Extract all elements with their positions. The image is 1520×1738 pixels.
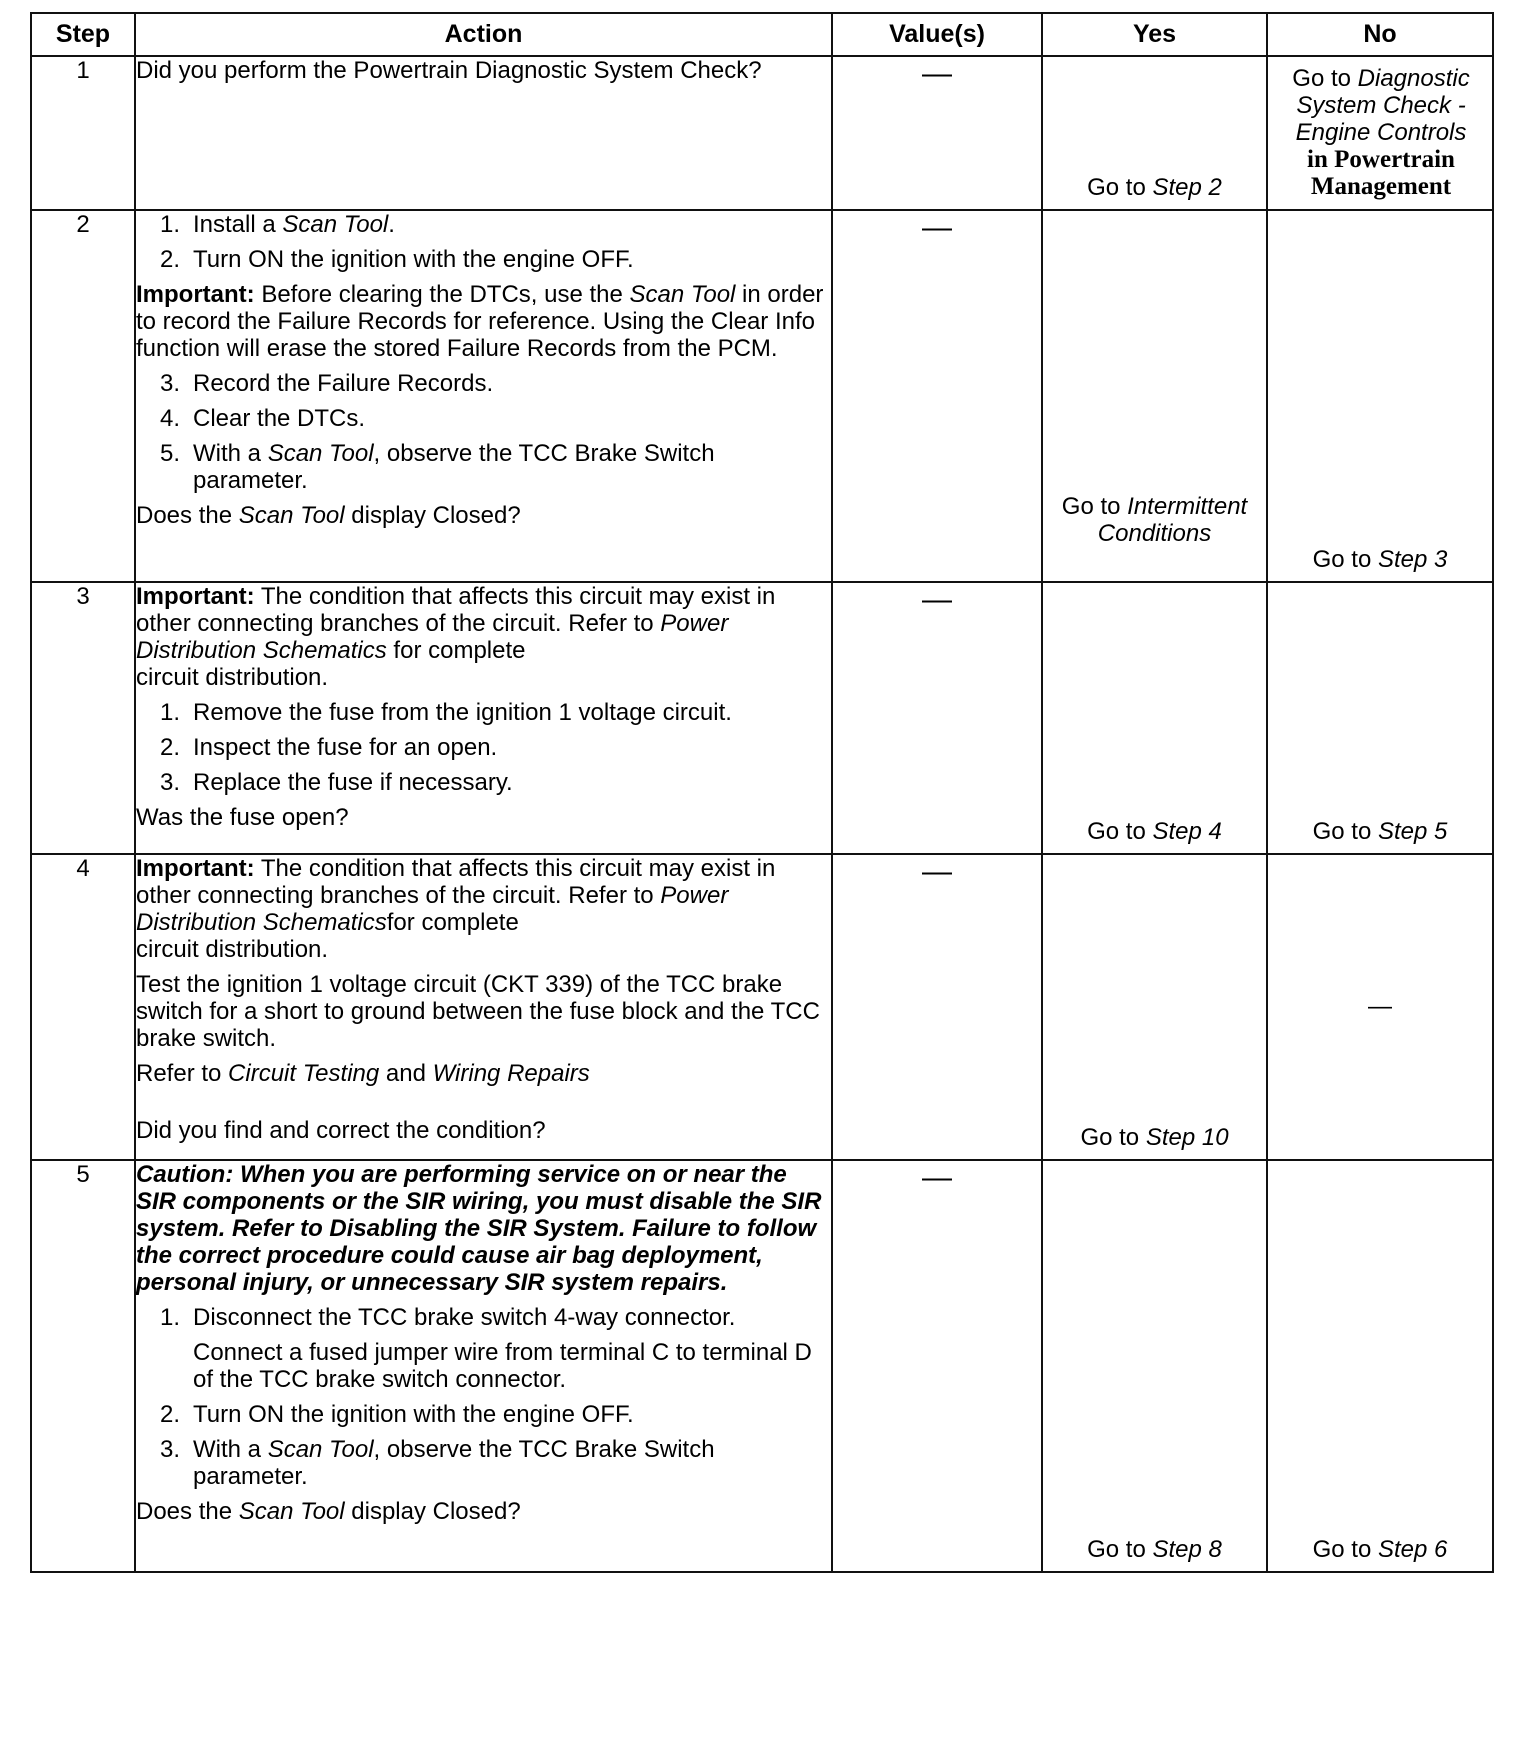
no-link[interactable]: Go to Step 3 (1312, 546, 1448, 573)
important-note: Important: The condition that affects this circuit may exist in other connecting branches of the circuit. Refer to Power Distribution Schematicsfor complete circuit distribution. (136, 855, 776, 963)
header-action: Action (135, 13, 832, 56)
question-text: Did you perform the Powertrain Diagnostic System Check? (136, 57, 762, 84)
yes-cell (1042, 56, 1267, 210)
procedure-list (136, 370, 831, 494)
no-cell (1267, 210, 1493, 582)
yes-cell (1042, 582, 1267, 854)
action-cell (135, 56, 832, 210)
header-row (31, 13, 1493, 56)
list-item: 5. With a Scan Tool, observe the TCC Brake Switch parameter. (160, 440, 715, 494)
important-note: Important: Before clearing the DTCs, use the Scan Tool in order to record the Failure Records for reference. Using the Clear Info function will erase the stored Failure Records from the PCM. (136, 281, 824, 362)
no-cell (1267, 56, 1493, 210)
question-text: Does the Scan Tool display Closed? (136, 1498, 521, 1525)
list-item: 3. Replace the fuse if necessary. (160, 769, 513, 796)
list-item: 1. Install a Scan Tool. (160, 211, 395, 238)
procedure-list (136, 211, 831, 273)
header-values: Value(s) (832, 13, 1042, 56)
value-cell: — (832, 1160, 1042, 1572)
list-item: 1. Remove the fuse from the ignition 1 voltage circuit. (160, 699, 732, 726)
no-link[interactable]: Go to Diagnostic System Check - Engine Controls in Powertrain Management (1292, 65, 1470, 200)
table-row-step-1 (31, 56, 1493, 210)
no-link[interactable]: Go to Step 6 (1312, 1536, 1448, 1563)
no-cell (1267, 854, 1493, 1160)
step-number: 4 (31, 854, 135, 1160)
caution-note: Caution: When you are performing service on or near the SIR components or the SIR wiring, you must disable the SIR system. Refer to Disabling the SIR System. Failure to follow the correct procedure could cause air bag deployment, personal injury, or unnecessary SIR system repairs. (136, 1161, 822, 1296)
list-item-detail: Connect a fused jumper wire from terminal C to terminal D of the TCC brake switch connector. (193, 1339, 812, 1393)
list-item: 1. Disconnect the TCC brake switch 4-way connector. (160, 1304, 736, 1331)
value-cell: — (832, 854, 1042, 1160)
yes-link[interactable]: Go to Step 4 (1087, 818, 1222, 845)
table-row-step-5 (31, 1160, 1493, 1572)
header-yes: Yes (1042, 13, 1267, 56)
value-cell: — (832, 56, 1042, 210)
yes-cell (1042, 1160, 1267, 1572)
header-step: Step (31, 13, 135, 56)
no-cell (1267, 1160, 1493, 1572)
test-instruction: Test the ignition 1 voltage circuit (CKT 339) of the TCC brake switch for a short to ground between the fuse block and the TCC brake switch. (136, 971, 820, 1052)
header-no: No (1267, 13, 1493, 56)
list-item: 3. Record the Failure Records. (160, 370, 494, 397)
action-cell (135, 854, 832, 1160)
yes-cell (1042, 854, 1267, 1160)
step-number: 1 (31, 56, 135, 210)
table-row-step-2 (31, 210, 1493, 582)
refer-text: Refer to Circuit Testing and Wiring Repairs (136, 1060, 590, 1087)
no-cell (1267, 582, 1493, 854)
step-number: 5 (31, 1160, 135, 1572)
table-row-step-3 (31, 582, 1493, 854)
yes-link[interactable]: Go to Step 2 (1087, 174, 1222, 201)
diagnostic-table (30, 12, 1494, 1573)
yes-link[interactable]: Go to Intermittent Conditions (1061, 493, 1248, 547)
question-text: Was the fuse open? (136, 804, 349, 831)
list-item: 2. Turn ON the ignition with the engine OFF. (160, 1401, 634, 1428)
no-value: — (1368, 993, 1392, 1020)
no-link[interactable]: Go to Step 5 (1312, 818, 1448, 845)
action-cell (135, 582, 832, 854)
step-number: 3 (31, 582, 135, 854)
list-item: 2. Turn ON the ignition with the engine OFF. (160, 246, 634, 273)
action-cell (135, 1160, 832, 1572)
procedure-list (136, 1304, 831, 1331)
action-cell (135, 210, 832, 582)
list-item: 4. Clear the DTCs. (160, 405, 366, 432)
list-item: 3. With a Scan Tool, observe the TCC Brake Switch parameter. (160, 1436, 715, 1490)
question-text: Does the Scan Tool display Closed? (136, 502, 521, 529)
yes-link[interactable]: Go to Step 8 (1087, 1536, 1222, 1563)
yes-link[interactable]: Go to Step 10 (1080, 1124, 1229, 1151)
list-item: 2. Inspect the fuse for an open. (160, 734, 498, 761)
important-note: Important: The condition that affects this circuit may exist in other connecting branches of the circuit. Refer to Power Distribution Schematics for complete circuit distribution. (136, 583, 776, 691)
yes-cell (1042, 210, 1267, 582)
table-row-step-4 (31, 854, 1493, 1160)
step-number: 2 (31, 210, 135, 582)
procedure-list (136, 1401, 831, 1490)
procedure-list (136, 699, 831, 796)
value-cell: — (832, 210, 1042, 582)
value-cell: — (832, 582, 1042, 854)
question-text: Did you find and correct the condition? (136, 1117, 546, 1144)
